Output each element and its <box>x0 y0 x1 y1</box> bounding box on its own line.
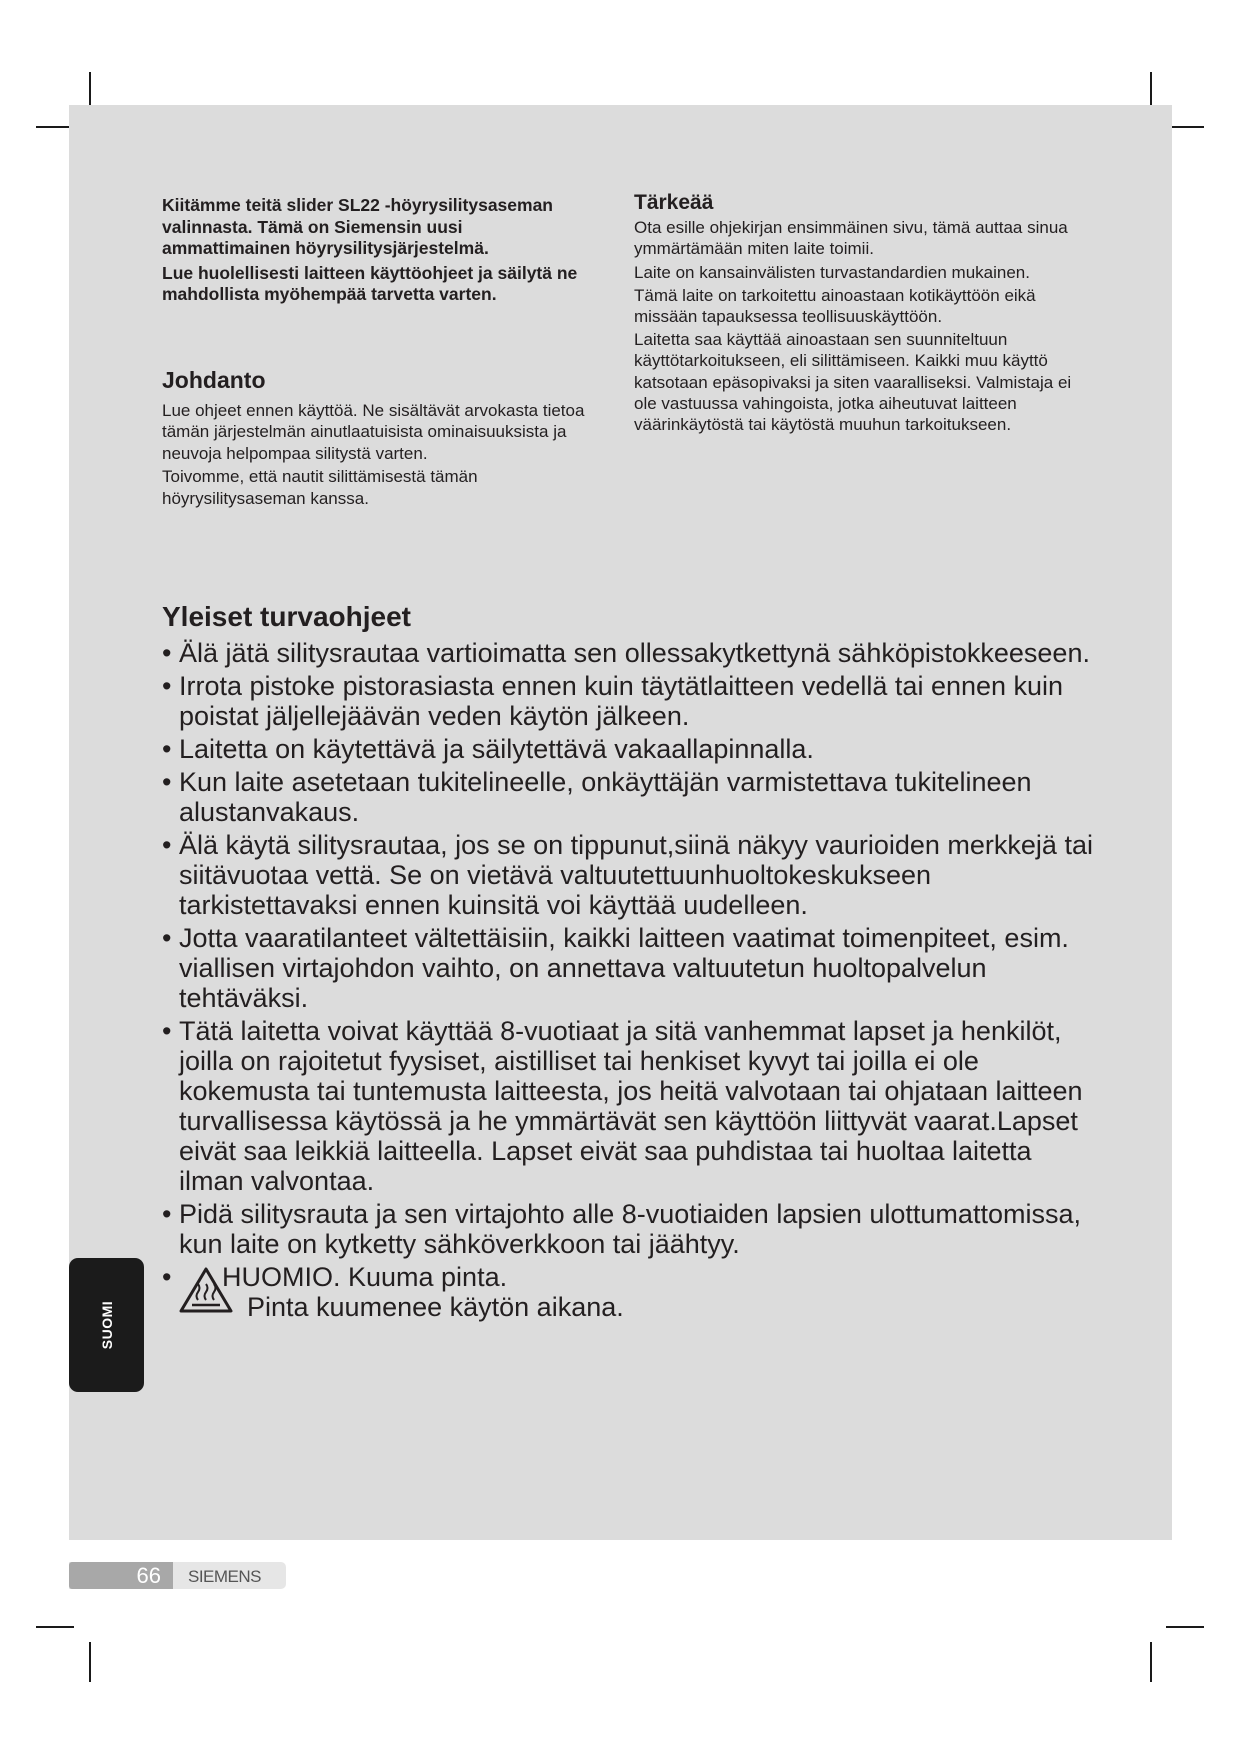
important-paragraph: Tämä laite on tarkoitettu ainoastaan kotikäyttöön eikä missään tapauksessa teollisuuskäyttöön. <box>634 285 1036 327</box>
crop-mark <box>1166 1626 1204 1628</box>
important-heading: Tärkeää <box>634 191 714 214</box>
safety-list <box>162 638 1102 1322</box>
introduction-heading: Johdanto <box>162 367 266 393</box>
important-paragraph: Ota esille ohjekirjan ensimmäinen sivu, tämä auttaa sinua ymmärtämään miten laite toimii. <box>634 218 1068 259</box>
intro-read-instructions: Lue huolellisesti laitteen käyttöohjeet ja säilytä ne mahdollista myöhempää tarvetta varten. <box>162 262 578 304</box>
safety-item: • Jotta vaaratilanteet vältettäisiin, kaikki laitteen vaatimat toimenpiteet, esim. viallisen virtajohdon vaihto, on annettava valtuutetun huoltopalvelun tehtäväksi. <box>162 923 1102 1013</box>
important-section <box>634 192 1094 437</box>
safety-item: • Laitetta on käytettävä ja säilytettävä vakaallapinnalla. <box>162 734 1102 764</box>
safety-item: • Älä käytä silitysrautaa, jos se on tippunut,siinä näkyy vaurioiden merkkejä tai siitävuotaa vettä. Se on vietävä valtuutettuunhuoltokeskukseen tarkistettavaksi ennen kuinsitä voi käyttää uudelleen. <box>162 830 1102 920</box>
language-side-tab <box>69 1258 144 1392</box>
safety-warning-item <box>162 1262 1102 1322</box>
intro-paragraph: Toivomme, että nautit silittämisestä tämän höyrysilitysaseman kanssa. <box>162 467 478 508</box>
safety-section <box>162 598 1102 1325</box>
crop-mark <box>36 1626 74 1628</box>
important-paragraph: Laitetta saa käyttää ainoastaan sen suunniteltuun käyttötarkoitukseen, eli silittämiseen. Kaikki muu käyttö katsotaan epäsopivaksi ja siten vaaralliseksi. Valmistaja ei ole vastuussa vahingoista, jotka aiheutuvat laitteen väärinkäytöstä tai käytöstä muuhun tarkoitukseen. <box>634 330 1072 435</box>
hot-surface-warning-icon <box>178 1266 234 1314</box>
crop-mark <box>89 1642 91 1682</box>
safety-item: • Pidä silitysrauta ja sen virtajohto alle 8-vuotiaiden lapsien ulottumattomissa, kun laite on kytketty sähköverkkoon tai jäähtyy. <box>162 1199 1102 1259</box>
page-number: 66 <box>69 1562 173 1589</box>
safety-item: • Kun laite asetetaan tukitelineelle, onkäyttäjän varmistettava tukitelineen alustanvakaus. <box>162 767 1102 827</box>
language-label: SUOMI <box>98 1300 115 1350</box>
safety-item: • Älä jätä silitysrautaa vartioimatta sen ollessakytkettynä sähköpistokkeeseen. <box>162 638 1102 668</box>
intro-thanks: Kiitämme teitä slider SL22 -höyrysilitysaseman valinnasta. Tämä on Siemensin uusi ammattimainen höyrysilitysjärjestelmä. <box>162 195 553 258</box>
safety-heading: Yleiset turvaohjeet <box>162 601 411 632</box>
intro-paragraph: Lue ohjeet ennen käyttöä. Ne sisältävät arvokasta tietoa tämän järjestelmän ainutlaatuisista ominaisuuksista ja neuvoja helpompaa silitystä varten. <box>162 400 585 463</box>
warning-title: • HUOMIO. Kuuma pinta. <box>222 1262 508 1292</box>
important-paragraph: Laite on kansainvälisten turvastandardien mukainen. <box>634 262 1030 282</box>
warning-text: Pinta kuumenee käytön aikana. <box>247 1292 624 1322</box>
crop-mark <box>1150 1642 1152 1682</box>
footer-brand: SIEMENS <box>188 1567 262 1586</box>
intro-bold-block <box>162 195 592 309</box>
safety-item: • Tätä laitetta voivat käyttää 8-vuotiaat ja sitä vanhemmat lapset ja henkilöt, joilla on rajoitetut fyysiset, aistilliset tai henkiset kyvyt tai joilla ei ole kokemusta tai tuntemusta laitteesta, jos heitä valvotaan tai ohjataan laitteen turvallisessa käytössä ja he ymmärtävät sen käyttöön liittyvät vaarat.Lapset eivät saa leikkiä laitteella. Lapset eivät saa puhdistaa tai huoltaa laitetta ilman valvontaa. <box>162 1016 1102 1196</box>
safety-item: • Irrota pistoke pistorasiasta ennen kuin täytätlaitteen vedellä tai ennen kuin poistat jäljellejäävän veden käytön jälkeen. <box>162 671 1102 731</box>
introduction-section <box>162 367 592 511</box>
